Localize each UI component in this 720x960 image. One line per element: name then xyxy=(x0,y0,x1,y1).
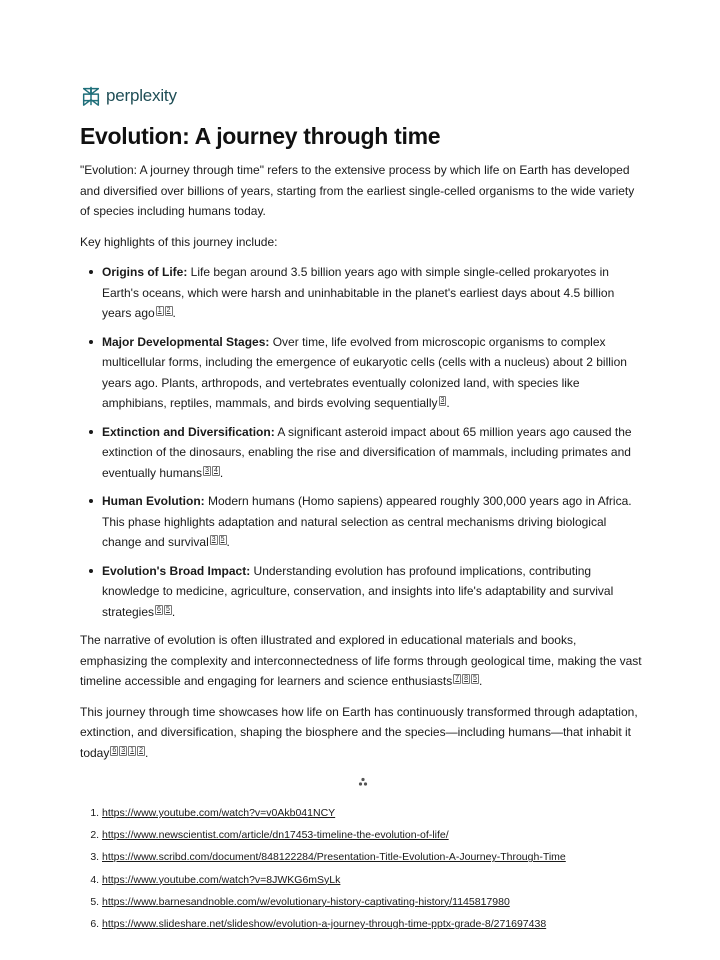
reference-link[interactable]: https://www.scribd.com/document/848122284/Presentation-Title-Evolution-A-Journey-Through-Time xyxy=(102,851,566,864)
citation-link[interactable]: 1 xyxy=(157,307,162,314)
reference-item xyxy=(102,806,645,820)
highlight-item: Evolution's Broad Impact: Understanding evolution has profound implications, contributing knowledge to medicine, agriculture, conservation, and insights into life's adaptability and survival strategies 6 5 . xyxy=(102,561,645,623)
citation-link[interactable]: 1 xyxy=(130,746,135,754)
document-page xyxy=(80,80,645,939)
summary-paragraph: This journey through time showcases how life on Earth has continuously transformed through adaptation, extinction, and diversification, shaping the biosphere and the species—including humans—that inhabit it today 6 3 1 2 . xyxy=(80,704,638,760)
reference-link[interactable]: https://www.youtube.com/watch?v=v0Akb041NCY xyxy=(102,807,336,819)
references-list xyxy=(80,806,645,931)
highlight-term: Extinction and Diversification: xyxy=(102,424,275,439)
reference-item xyxy=(102,873,645,887)
reference-link[interactable]: https://www.newscientist.com/article/dn17453-timeline-the-evolution-of-life/ xyxy=(102,829,449,842)
highlight-text: Life began around 3.5 billion years ago with simple single-celled prokaryotes in Earth's oceans, which were harsh and uninhabitable in the planet's earliest days about 4.5 billion years ago xyxy=(102,265,615,320)
citation-link[interactable]: 3 xyxy=(211,536,216,543)
summary-text: This journey through time showcases how life on Earth has continuously transformed through adaptation, extinction, and diversification, shaping the biosphere and the species—including humans—that inhabit it today xyxy=(80,704,638,760)
highlight-term: Origins of Life: xyxy=(102,265,188,279)
highlight-text: Modern humans (Homo sapiens) appeared roughly 300,000 years ago in Africa. This phase highlights adaptation and natural selection as central mechanisms driving biological change and survival xyxy=(102,494,632,549)
reference-item xyxy=(102,895,645,909)
citation-link[interactable]: 8 xyxy=(464,675,469,682)
reference-link[interactable]: https://www.barnesandnoble.com/w/evolutionary-history-captivating-history/1145817980 xyxy=(102,895,510,908)
highlight-term: Major Developmental Stages: xyxy=(102,334,270,349)
highlight-text: A significant asteroid impact about 65 million years ago caused the extinction of the dinosaurs, enabling the rise and diversification of mammals, including primates and eventually humans xyxy=(102,424,632,480)
citation-link[interactable]: 7 xyxy=(455,675,460,682)
perplexity-small-icon xyxy=(358,777,368,787)
intro-paragraph: "Evolution: A journey through time" refers to the extensive process by which life on Earth has developed and diversified over billions of years, starting from the earliest single-celled organisms to the wide variety of species including humans today. xyxy=(80,163,635,218)
perplexity-logo-icon xyxy=(80,85,102,107)
header-logo xyxy=(80,80,645,112)
highlight-term: Evolution's Broad Impact: xyxy=(102,563,251,578)
section-divider xyxy=(80,777,645,790)
highlight-term: Human Evolution: xyxy=(102,494,205,508)
reference-link[interactable]: https://www.slideshare.net/slideshow/evolution-a-journey-through-time-pptx-grade-8/271697438 xyxy=(102,917,547,930)
highlight-item: Human Evolution: Modern humans (Homo sapiens) appeared roughly 300,000 years ago in Africa. This phase highlights adaptation and natural selection as central mechanisms driving biological change and survival 3 5 . xyxy=(102,491,645,553)
page-title: Evolution: A journey through time xyxy=(80,123,441,149)
citation-link[interactable]: 3 xyxy=(121,746,126,754)
narrative-paragraph: The narrative of evolution is often illustrated and explored in educational materials and books, emphasizing the complexity and interconnectedness of life forms through geological time, making the vast timeline accessible and engaging for learners and science enthusiasts 7 8 5 . xyxy=(80,633,642,688)
citation-link[interactable]: 5 xyxy=(473,675,477,682)
citation-link[interactable]: 5 xyxy=(165,605,170,613)
citation-link[interactable]: 2 xyxy=(139,746,143,754)
narrative-text: The narrative of evolution is often illustrated and explored in educational materials and books, emphasizing the complexity and interconnectedness of life forms through geological time, making the vast timeline accessible and engaging for learners and science enthusiasts xyxy=(80,633,642,688)
highlight-item: Origins of Life: Life began around 3.5 billion years ago with simple single-celled prokaryotes in Earth's oceans, which were harsh and uninhabitable in the planet's earliest days about 4.5 billion years ago 1 2 . xyxy=(102,262,645,324)
highlight-text: Over time, life evolved from microscopic organisms to complex multicellular forms, including the emergence of eukaryotic cells (cells with a nucleus) about 2 billion years ago. Plants, arthropods, and vertebrates eventually colonized land, with species like amphibians, reptiles, mammals, and birds evolving sequentially xyxy=(102,334,627,410)
citation-link[interactable]: 5 xyxy=(220,536,225,543)
citation-link[interactable]: 2 xyxy=(166,307,171,314)
highlights-list xyxy=(80,262,645,622)
reference-item xyxy=(102,917,645,931)
citation-link[interactable]: 3 xyxy=(440,397,445,404)
citation-link[interactable]: 6 xyxy=(157,605,161,613)
reference-item xyxy=(102,828,645,842)
key-highlights-intro: Key highlights of this journey include: xyxy=(80,234,278,249)
highlight-item: Major Developmental Stages: Over time, life evolved from microscopic organisms to complex multicellular forms, including the emergence of eukaryotic cells (cells with a nucleus) about 2 billion years ago. Plants, arthropods, and vertebrates eventually colonized land, with species like amphibians, reptiles, mammals, and birds evolving sequentially 3 . xyxy=(102,332,645,414)
citation-link[interactable]: 6 xyxy=(112,746,117,754)
reference-item xyxy=(102,850,645,864)
citation-link[interactable]: 3 xyxy=(205,466,209,474)
logo-text: perplexity xyxy=(106,86,177,105)
reference-link[interactable]: https://www.youtube.com/watch?v=8JWKG6mSyLk xyxy=(102,873,341,886)
highlight-text: Understanding evolution has profound implications, contributing knowledge to medicine, agriculture, conservation, and insights into life's adaptability and survival strategies xyxy=(102,563,614,619)
highlight-item: Extinction and Diversification: A significant asteroid impact about 65 million years ago caused the extinction of the dinosaurs, enabling the rise and diversification of mammals, including primates and eventually humans 3 4 . xyxy=(102,422,645,484)
citation-link[interactable]: 4 xyxy=(213,466,218,474)
